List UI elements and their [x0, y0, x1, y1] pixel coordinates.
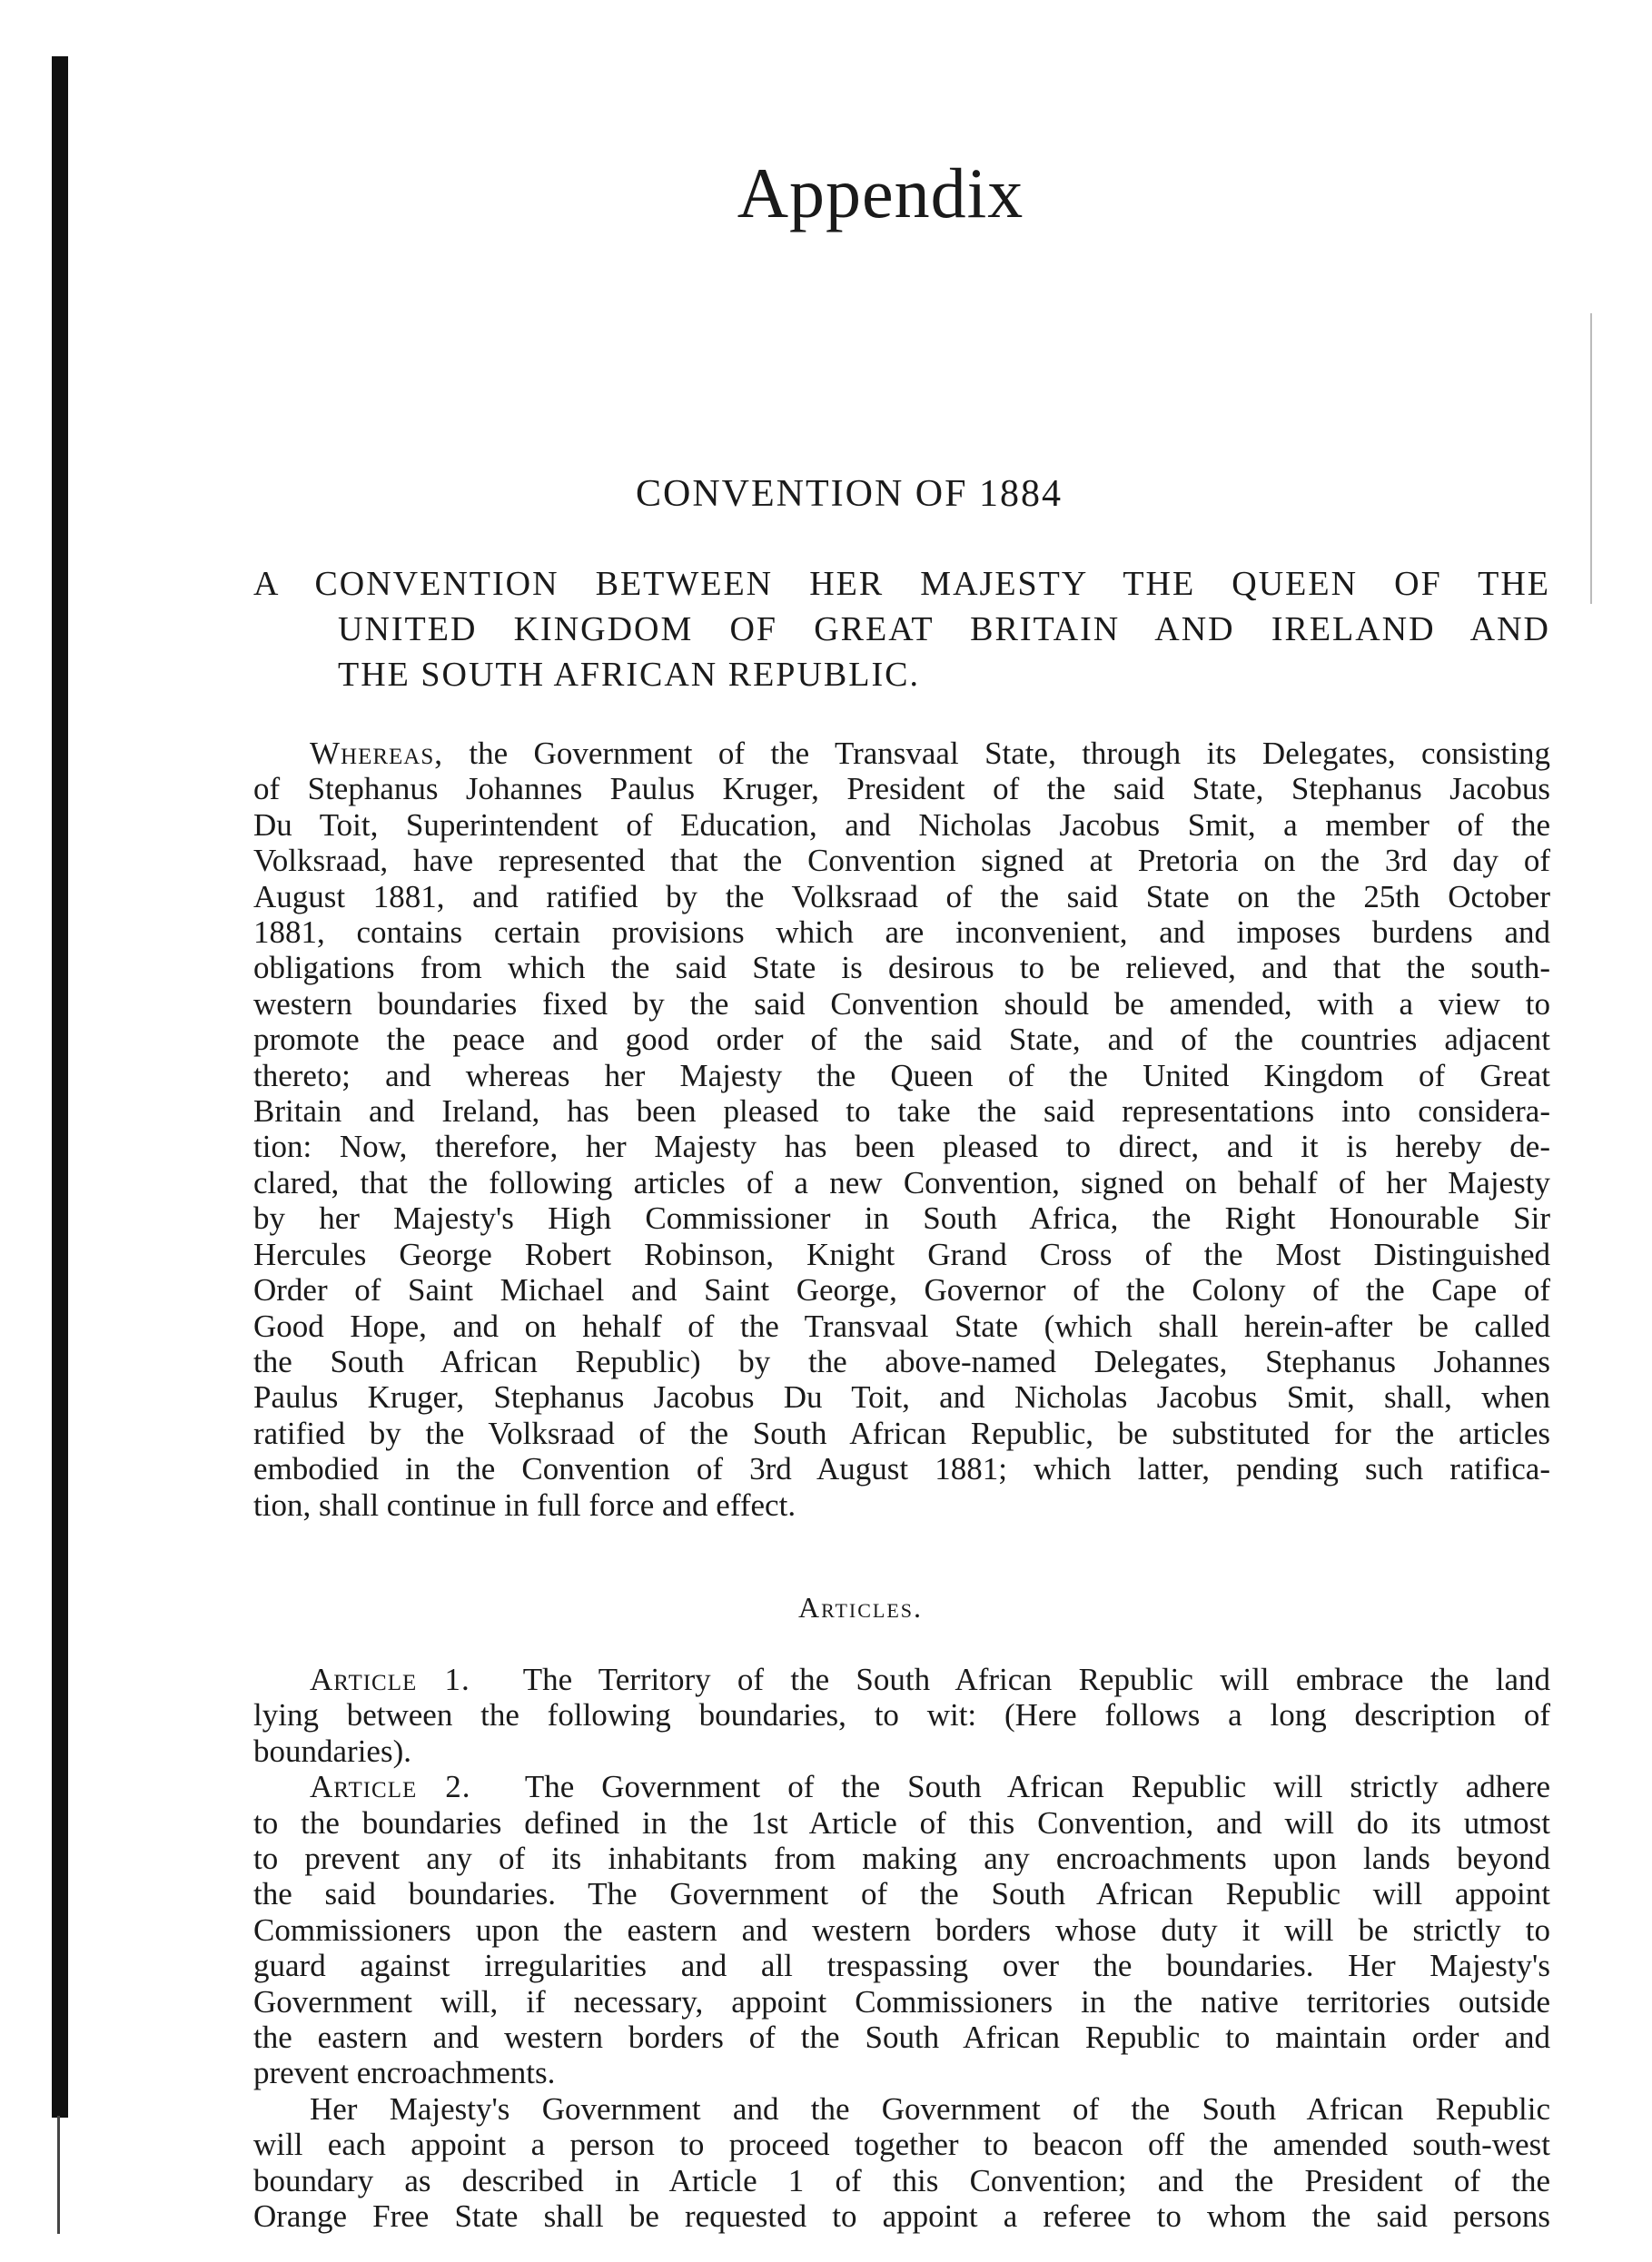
lead-word: Article 2.	[310, 1769, 471, 1805]
line-text: prevent encroachments.	[253, 2055, 556, 2091]
text-line	[253, 2020, 1550, 2055]
text-line	[253, 843, 1550, 878]
line-text: western boundaries fixed by the said Convention should be amended, with a view to	[253, 985, 1550, 1022]
text-line	[253, 879, 1550, 914]
line-text: promote the peace and good order of the said State, and of the countries adjacent	[253, 1022, 1550, 1058]
text-line	[253, 1841, 1550, 1876]
line-text: The Territory of the South African Republic will embrace the land	[470, 1662, 1551, 1697]
text-line	[253, 1165, 1550, 1200]
text-line	[253, 1451, 1550, 1487]
preamble-paragraph	[253, 736, 1550, 1523]
line-text: obligations from which the said State is desirous to be relieved, and that the south-	[253, 950, 1550, 986]
line-text: Volksraad, have represented that the Convention signed at Pretoria on the 3rd day of	[253, 843, 1550, 879]
scan-page-edge-line	[1590, 313, 1592, 604]
text-line	[253, 1662, 1550, 1697]
text-line	[253, 2163, 1550, 2198]
text-line	[253, 1237, 1550, 1272]
text-line	[253, 1876, 1550, 1911]
heading-line: UNITED KINGDOM OF GREAT BRITAIN AND IRELAND AND	[338, 610, 1550, 648]
text-line	[253, 1272, 1550, 1308]
scan-binding-edge-tail	[57, 2116, 60, 2234]
text-line	[253, 1805, 1550, 1841]
text-line	[253, 1129, 1550, 1164]
line-text: Orange Free State shall be requested to appoint a referee to whom the said persons	[253, 2198, 1550, 2235]
text-line	[253, 807, 1550, 843]
line-text: of Stephanus Johannes Paulus Kruger, President of the said State, Stephanus Jacobus	[253, 771, 1550, 807]
heading-line: A CONVENTION BETWEEN HER MAJESTY THE QUEEN OF THE	[253, 565, 1550, 603]
convention-heading	[253, 561, 1550, 697]
page-title	[0, 153, 1652, 234]
line-text: thereto; and whereas her Majesty the Queen of the United Kingdom of Great	[253, 1057, 1550, 1093]
page-title-text: Appendix	[737, 153, 1024, 232]
text-line	[253, 986, 1550, 1022]
line-text: Good Hope, and on hehalf of the Transvaal State (which shall herein-after be called	[253, 1308, 1550, 1344]
line-text: Her Majesty's Government and the Government of the South African Republic	[310, 2090, 1550, 2127]
line-text: Hercules George Robert Robinson, Knight Grand Cross of the Most Distinguished	[253, 1236, 1550, 1272]
text-line	[253, 1487, 1550, 1523]
line-text: to prevent any of its inhabitants from making any encroachments upon lands beyond	[253, 1841, 1550, 1877]
line-text: Du Toit, Superintendent of Education, and Nicholas Jacobus Smit, a member of the	[253, 806, 1550, 843]
line-text: boundaries).	[253, 1733, 411, 1769]
line-text: Commissioners upon the eastern and western borders whose duty it will be strictly to	[253, 1911, 1550, 1948]
line-text: the said boundaries. The Government of the South African Republic will appoint	[253, 1876, 1550, 1912]
text-line	[253, 1022, 1550, 1057]
line-text: Paulus Kruger, Stephanus Jacobus Du Toit, and Nicholas Jacobus Smit, shall, when	[253, 1379, 1550, 1416]
scan-binding-edge	[52, 56, 68, 2118]
line-text: will each appoint a person to proceed together to beacon off the amended south-west	[253, 2127, 1550, 2163]
text-line	[253, 1416, 1550, 1451]
text-line	[253, 1912, 1550, 1948]
text-line	[253, 1734, 1550, 1769]
text-line	[253, 1093, 1550, 1129]
line-text: The Government of the South African Republic will strictly adhere	[470, 1769, 1551, 1805]
line-text: tion, shall continue in full force and effect.	[253, 1487, 796, 1523]
line-text: ratified by the Volksraad of the South African Republic, be substituted for the articles	[253, 1415, 1550, 1451]
line-text: Britain and Ireland, has been pleased to take the said representations into considera-	[253, 1093, 1550, 1130]
line-text: the South African Republic) by the above-named Delegates, Stephanus Johannes	[253, 1343, 1550, 1379]
line-text: clared, that the following articles of a new Convention, signed on behalf of her Majesty	[253, 1164, 1550, 1200]
line-text: Order of Saint Michael and Saint George, Governor of the Colony of the Cape of	[253, 1272, 1550, 1309]
line-text: embodied in the Convention of 3rd August 1881; which latter, pending such ratifica-	[253, 1451, 1550, 1487]
text-line	[253, 2198, 1550, 2234]
line-text: by her Majesty's High Commissioner in South Africa, the Right Honourable Sir	[253, 1200, 1550, 1237]
text-line	[253, 1200, 1550, 1236]
text-line	[253, 1344, 1550, 1379]
line-text: lying between the following boundaries, to wit: (Here follows a long description of	[253, 1697, 1550, 1734]
text-line	[253, 1058, 1550, 1093]
text-line	[253, 914, 1550, 950]
line-text: the Government of the Transvaal State, through its Delegates, consisting	[443, 736, 1550, 771]
text-line	[253, 2091, 1550, 2127]
articles-body	[253, 1662, 1550, 2235]
text-line	[253, 950, 1550, 985]
lead-word: Whereas,	[310, 736, 444, 771]
articles-heading	[0, 1591, 1652, 1625]
line-text: boundary as described in Article 1 of this Convention; and the President of the	[253, 2162, 1550, 2198]
text-line	[253, 1309, 1550, 1344]
text-line	[253, 1769, 1550, 1804]
line-text: tion: Now, therefore, her Majesty has been pleased to direct, and it is hereby de-	[253, 1129, 1550, 1165]
heading-line: THE SOUTH AFRICAN REPUBLIC.	[338, 656, 920, 694]
convention-title: CONVENTION OF 1884	[636, 473, 1063, 515]
text-line	[253, 1948, 1550, 1983]
text-line	[253, 771, 1550, 806]
line-text: Government will, if necessary, appoint Commissioners in the native territories outside	[253, 1983, 1550, 2020]
line-text: August 1881, and ratified by the Volksraad of the said State on the 25th October	[253, 878, 1550, 914]
line-text: 1881, contains certain provisions which are inconvenient, and imposes burdens and	[253, 914, 1550, 951]
lead-word: Article 1.	[310, 1662, 470, 1697]
text-line	[253, 2055, 1550, 2090]
text-line	[253, 1379, 1550, 1415]
line-text: guard against irregularities and all trespassing over the boundaries. Her Majesty's	[253, 1948, 1550, 1984]
text-line	[253, 2127, 1550, 2162]
line-text: to the boundaries defined in the 1st Article of this Convention, and will do its utmost	[253, 1804, 1550, 1841]
text-line	[253, 736, 1550, 771]
articles-heading-text: Articles.	[797, 1591, 923, 1624]
text-line	[253, 1984, 1550, 2020]
line-text: the eastern and western borders of the South African Republic to maintain order and	[253, 2020, 1550, 2056]
text-line	[253, 1697, 1550, 1733]
